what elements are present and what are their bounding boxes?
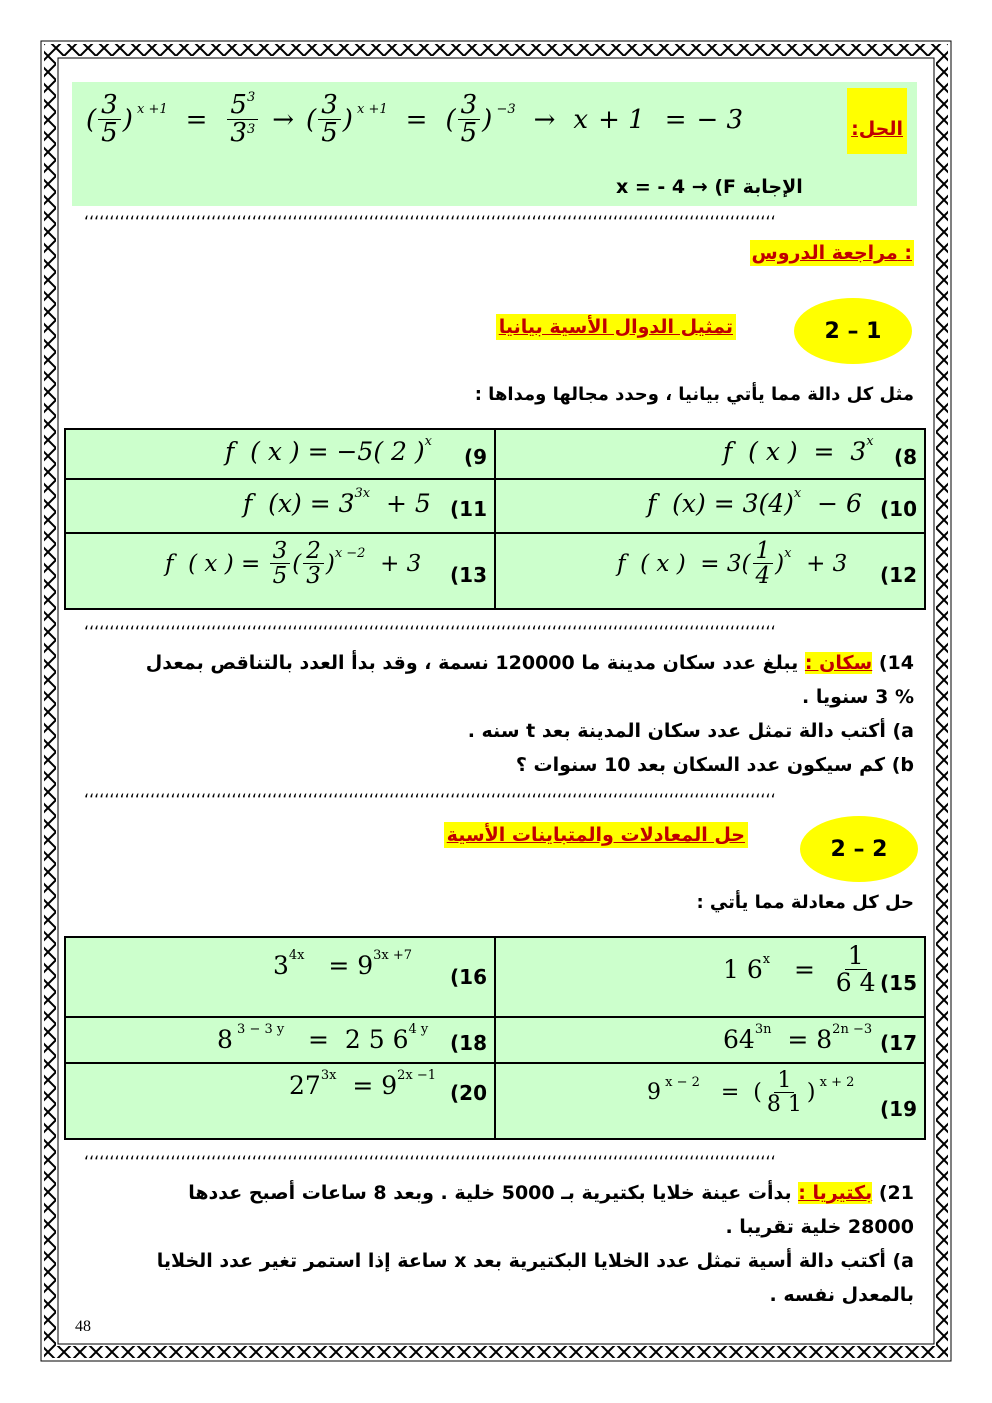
separator-1: ‘‘‘‘‘‘‘‘‘‘‘‘‘‘‘‘‘‘‘‘‘‘‘‘‘‘‘‘‘‘‘‘‘‘‘‘‘‘‘‘‘‘‘‘‘‘‘‘‘‘‘‘‘‘‘‘‘‘‘‘‘‘‘‘‘‘‘‘‘‘‘‘‘‘‘‘‘‘‘‘‘‘‘‘‘‘‘‘‘‘‘‘‘‘‘‘‘‘‘‘‘‘‘‘‘‘‘‘‘‘‘‘‘‘‘‘‘‘‘‘‘‘‘‘‘‘‘‘‘‘‘‘‘‘‘‘ <box>84 212 776 231</box>
item-16-expr: 3 $^{4x}$ = 9 $^{3x +7}$ <box>273 948 413 980</box>
item-12-expr: f ( x ) = 3( $\frac{1}{4}$ ) $^x$ + 3 <box>617 538 848 590</box>
solution-equation: ( $\frac{3}{5}$ ) $^{x +1}$ = $\frac{5^3}{3^3}$ → ( $\frac{3}{5}$ ) $^{x +1}$ = ( $\frac{3}{5}$ ) $^{-3}$ → x + 1 = − 3 <box>86 90 744 149</box>
item-13-expr: f ( x ) = $\frac{3}{5}$ ( $\frac{2}{3}$ ) $^{x -2}$ + 3 <box>165 538 422 590</box>
item-number: (9 <box>463 445 487 469</box>
problem21 <box>104 1176 914 1312</box>
problem21-text2: 28000 خلية تقريبا . <box>725 1216 914 1238</box>
problem21-a-text: أكتب دالة أسية تمثل عدد الخلايا البكتيرية بعد x ساعة إذا استمر تغير عدد الخلايا <box>156 1250 886 1272</box>
separator-2: ‘‘‘‘‘‘‘‘‘‘‘‘‘‘‘‘‘‘‘‘‘‘‘‘‘‘‘‘‘‘‘‘‘‘‘‘‘‘‘‘‘‘‘‘‘‘‘‘‘‘‘‘‘‘‘‘‘‘‘‘‘‘‘‘‘‘‘‘‘‘‘‘‘‘‘‘‘‘‘‘‘‘‘‘‘‘‘‘‘‘‘‘‘‘‘‘‘‘‘‘‘‘‘‘‘‘‘‘‘‘‘‘‘‘‘‘‘‘‘‘‘‘‘‘‘‘‘‘‘‘‘‘‘‘‘‘ <box>84 622 776 641</box>
item-15-cell <box>495 937 925 1017</box>
item-number: (17 <box>880 1031 917 1055</box>
problem14-text2: % 3 سنويا . <box>802 686 914 708</box>
item-15-expr: 1 6 $^x$ = $\frac{1}{6 4}$ <box>723 941 876 998</box>
item-number: (8 <box>893 445 917 469</box>
item-9-cell <box>65 429 495 479</box>
item-19-cell <box>495 1063 925 1139</box>
item-10-expr: f (x) = 3(4) $^x$ − 6 <box>647 486 862 518</box>
item-18-expr: 8 $^{3 - 3 y}$ = 2 5 6 $^{4 y}$ <box>217 1022 429 1054</box>
item-number: (16 <box>450 965 487 989</box>
item-12-cell <box>495 533 925 609</box>
item-17-cell <box>495 1017 925 1063</box>
item-10-cell <box>495 479 925 533</box>
problem14-keyword: سكان : <box>804 652 873 674</box>
section1-instruction: مثل كل دالة مما يأتي بيانيا ، وحدد مجالها ومداها : <box>474 384 914 405</box>
item-number: (20 <box>450 1081 487 1105</box>
answer-choice: (F <box>714 176 736 198</box>
problem14-b-text: كم سيكون عدد السكان بعد 10 سنوات ؟ <box>515 754 886 776</box>
problem14-number: 14) <box>878 652 914 674</box>
section1-number-badge: 1 – 2 <box>794 298 912 364</box>
answer-line <box>616 176 803 198</box>
item-17-expr: 64 $^{3n}$ = 8 $^{2n -3}$ <box>723 1022 873 1054</box>
section2-instruction: حل كل معادلة مما يأتي : <box>696 892 914 913</box>
problem14 <box>104 646 914 782</box>
item-number: (19 <box>880 1097 917 1121</box>
section1-table <box>64 428 926 610</box>
problem21-keyword: بكتيريا : <box>798 1182 873 1204</box>
section1-title: تمثيل الدوال الأسية بيانيا <box>496 314 736 340</box>
item-13-cell <box>65 533 495 609</box>
item-number: (11 <box>450 497 487 521</box>
solution-box <box>72 82 917 206</box>
item-20-cell <box>65 1063 495 1139</box>
section2-title: حل المعادلات والمتباينات الأسية <box>444 822 748 848</box>
item-18-cell <box>65 1017 495 1063</box>
problem21-a-label: a) <box>892 1250 914 1272</box>
page-number: 48 <box>75 1318 91 1335</box>
item-number: (12 <box>880 563 917 587</box>
item-16-cell <box>65 937 495 1017</box>
item-19-expr: 9 $^{x - 2}$ = ( $\frac{1}{8 1}$ ) $^{x + 2}$ <box>647 1068 855 1118</box>
answer-arrow: → <box>691 176 708 198</box>
problem14-a-text: أكتب دالة تمثل عدد سكان المدينة بعد t سنه . <box>467 720 886 742</box>
problem14-b-label: b) <box>891 754 914 776</box>
item-11-expr: f (x) = 3 $^{3x}$ + 5 <box>243 486 431 518</box>
problem21-a-text2: بالمعدل نفسه . <box>769 1284 914 1306</box>
section2-table <box>64 936 926 1140</box>
item-9-expr: f ( x ) = −5( 2 ) $^x$ <box>225 434 432 466</box>
problem21-text1: بدأت عينة خلايا بكتيرية بـ 5000 خلية . وبعد 8 ساعات أصبح عددها <box>188 1182 792 1204</box>
review-title: مراجعة الدروس : <box>751 242 912 264</box>
item-number: (10 <box>880 497 917 521</box>
item-20-expr: 27 $^{3x}$ = 9 $^{2x -1}$ <box>289 1068 437 1100</box>
item-number: (13 <box>450 563 487 587</box>
problem14-text1: يبلغ عدد سكان مدينة ما 120000 نسمة ، وقد بدأ العدد بالتناقص بمعدل <box>145 652 799 674</box>
item-8-cell <box>495 429 925 479</box>
item-8-expr: f ( x ) = 3 $^x$ <box>723 434 874 466</box>
answer-label: الإجابة <box>742 176 803 198</box>
problem21-number: 21) <box>878 1182 914 1204</box>
answer-value: x = - 4 <box>616 176 686 198</box>
item-number: (18 <box>450 1031 487 1055</box>
separator-4: ‘‘‘‘‘‘‘‘‘‘‘‘‘‘‘‘‘‘‘‘‘‘‘‘‘‘‘‘‘‘‘‘‘‘‘‘‘‘‘‘‘‘‘‘‘‘‘‘‘‘‘‘‘‘‘‘‘‘‘‘‘‘‘‘‘‘‘‘‘‘‘‘‘‘‘‘‘‘‘‘‘‘‘‘‘‘‘‘‘‘‘‘‘‘‘‘‘‘‘‘‘‘‘‘‘‘‘‘‘‘‘‘‘‘‘‘‘‘‘‘‘‘‘‘‘‘‘‘‘‘‘‘‘‘‘‘ <box>84 1152 776 1171</box>
section2-number-badge: 2 – 2 <box>800 816 918 882</box>
item-number: (15 <box>880 971 917 995</box>
item-11-cell <box>65 479 495 533</box>
solution-label: الحل: <box>847 88 907 154</box>
separator-3: ‘‘‘‘‘‘‘‘‘‘‘‘‘‘‘‘‘‘‘‘‘‘‘‘‘‘‘‘‘‘‘‘‘‘‘‘‘‘‘‘‘‘‘‘‘‘‘‘‘‘‘‘‘‘‘‘‘‘‘‘‘‘‘‘‘‘‘‘‘‘‘‘‘‘‘‘‘‘‘‘‘‘‘‘‘‘‘‘‘‘‘‘‘‘‘‘‘‘‘‘‘‘‘‘‘‘‘‘‘‘‘‘‘‘‘‘‘‘‘‘‘‘‘‘‘‘‘‘‘‘‘‘‘‘‘‘ <box>84 790 776 809</box>
problem14-a-label: a) <box>892 720 914 742</box>
